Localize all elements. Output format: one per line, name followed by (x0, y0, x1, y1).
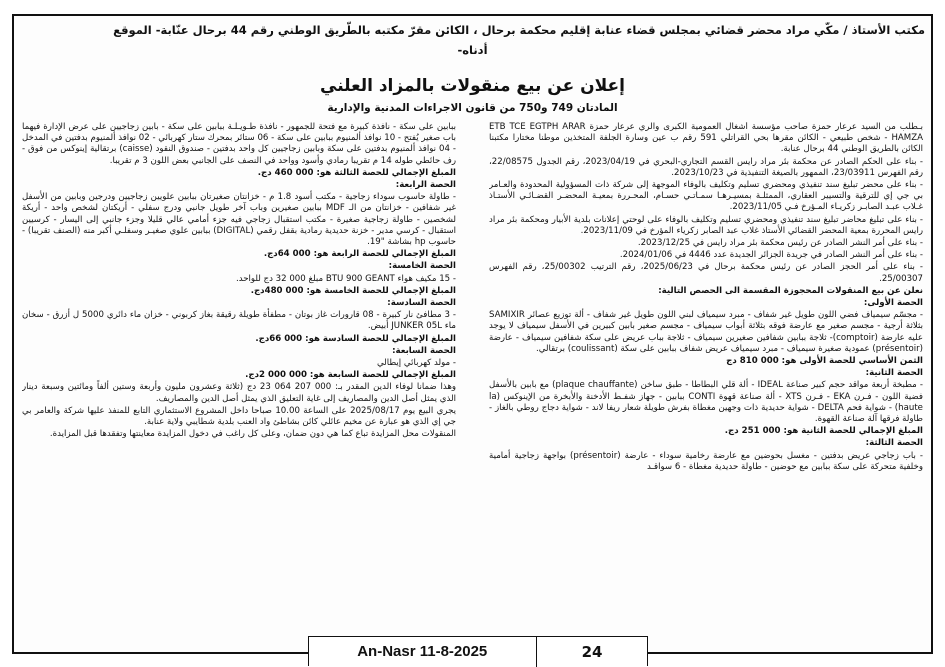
left-text-column (22, 122, 456, 600)
section-heading: الحصة الرابعة: (395, 180, 456, 191)
header-line-2: أدناه- (457, 43, 488, 57)
paragraph: - 3 مطافئ نار كبيرة - 08 قارورات غاز بوتان - مطفأة طويلة رقيقة بغاز كربوني - خزان ماء دائري 5000 ل أزرق - سخان ماء JUNKER 05L أبيض. (22, 310, 456, 332)
notice-subtitle: المادتان 749 و750 من قانون الاجراءات المدنية والإدارية (327, 102, 618, 114)
paragraph: وهذا ضمانا لوفاء الدين المقدر بـ: 000 207 064 23 دج (ثلاثة وعشرون مليون وأربعة وستين ألفاً ومائتين وسبعة دينار الذي يمثل أصل الدين والمصاريف إلى غاية التعليق الذي يمثل أصل الدين والمصاريف. (22, 382, 456, 404)
paragraph: - مطبخة أربعة مواقد حجم كبير صناعة IDEAL - ألة قلي البطاطا - طبق ساخن (plaque chauffante) مع بابين بالأسفل فضية اللون - فـرن EKA - فـرن XTS - ألة صناعة قهوة CONTI ببابين - جهاز شفـط الأدخنة والأبخرة من الإينوكس (la haute) - شواية فحم DELTA - شواية حديدية ذات وجهين مغطاة بفرش طويلة شعار ريفا لاند - شواية دجاج روطي بالغاز - طاولة فرقها آلة صناعة القهوة. (489, 380, 923, 425)
paragraph: - بناء على أمر النشر الصادر عن رئيس محكمة بئر مراد رايس في 2023/12/25. (637, 238, 923, 249)
legal-notice-frame (12, 14, 933, 661)
page-number: 24 (581, 642, 603, 661)
header-line-1: مكتب الأستاذ / مكّي مراد محضر قضائي بمجلس قضاء عنابة إقليم محكمة برحال ، الكائن مقرّ مكتبه بالطّريق الوطني رقم 44 برحال عنّابة- الموقع (113, 23, 925, 37)
section-heading: الحصة الخامسة: (388, 261, 456, 272)
section-heading: المبلغ الإجمالي للحصة السابعة هو: 000 000 2دج. (245, 370, 456, 381)
section-heading: المبلغ الإجمالي للحصة الثالثة هو: 000 460 دج. (257, 167, 456, 178)
section-heading: الحصة الثانية: (865, 368, 923, 379)
section-heading: الحصة السادسة: (387, 298, 456, 309)
paragraph: - بناء على الحكم الصادر عن محكمة بئر مراد رايس القسم التجاري-البحري في 2023/04/19، رقم الجدول 22/08575، رقم الفهرس 23/03911، الممهور بالصيغة التنفيذية في 2023/10/23. (489, 156, 923, 178)
bailiff-office-header (20, 20, 925, 64)
paragraph: - طاولة حاسوب سوداء زجاجية - مكتب أسود 1.8 م - خزانتان صغيرتان ببابين علويين زجاجيين ودرجين وبابين من الأسفل غير شفافين - خزانتان من الـ MDF ببابين صغيرين وباب آخر طويل جانبي ودرج سفلي - أريكتان لشخص واحد - أريكة لشخصين - طاولة زجاجية صغيرة - مكتب استقبال زجاجي فيه جزء أمامي عالي قليلا وجزء جانبي إلى اليسار - كرسيين استقبال - كرسي مدير - خزنة حديدية رمادية بقفل رقمي (DIGITAL) ببابين علوي صغيـر وسفلـي أكبر منه (الصنف تقريبا) - حاسوب hp بشاشة "19. (22, 192, 456, 248)
section-heading: المبلغ الإجمالي للحصة الخامسة هو: 000 480دج. (250, 285, 456, 296)
page-footer (308, 636, 648, 666)
section-heading: المبلغ الإجمالي للحصة الرابعة هو: 000 64دج. (263, 249, 456, 260)
paragraph: - بناء على تبليغ محاضر تبليغ سند تنفيذي ومحضري تسليم وتكليف بالوفاء على لوحتي إعلانات بلدية الأبيار ومحكمة بئر مراد رايس المحررة بمعية المحضر القضائي الأستاذ غلاب عبد الصابر زكرياء المؤرخ في 2023/11/09. (489, 214, 923, 236)
section-heading: الحصة السابعة: (392, 345, 456, 356)
notice-title: إعلان عن بيع منقولات بالمزاد العلني (320, 76, 625, 96)
section-heading: المبلغ الإجمالي للحصة السادسة هو: 000 66دج. (255, 333, 456, 344)
section-heading: المبلغ الإجمالي للحصة الثانية هو: 000 251 دج. (724, 426, 923, 437)
publication-name-date: An-Nasr 11-8-2025 (357, 643, 488, 660)
paragraph: - مولد كهربائي إيطالي (376, 358, 456, 369)
paragraph: بـطلب من السيد عرعار حمزة صاحب مؤسسة أشغال العمومية الكبرى والري عرعار حمزة ETB TCE EGTPH ARAR HAMZA - شخص طبيعي - الكائن مقرها بحي القراتلي 591 رقم ب عين وسارة الجلفة المتخذين موطنا مختارا مكتبنا الكائن بالطريق الوطني 44 برحال عنابة. (489, 122, 923, 155)
section-heading: الثمن الأساسي للحصة الأولى هو: 000 810 دج (726, 356, 923, 367)
paragraph: - باب زجاجي عريض بدفتين - مغسل بحوضين مع عارضة رخامية سوداء - عارضة (présentoir) بواجهة زجاجية أمامية وخلفية متحركة على سكة ببابين مع حوضين - طاولة حديدية مغطاة - 6 سواقـد (489, 450, 923, 472)
footer-divider (536, 637, 538, 667)
paragraph: - بناء على أمر الحجز الصادر عن رئيس محكمة برحال في 2025/06/23، رقم الترتيب 25/00302، رقم الفهرس 25/00307. (489, 262, 923, 284)
paragraph: يجري البيع يوم 2025/08/17 على الساعة 10.00 صباحا داخل المشروع الاستثماري التابع للمنفذ عليها شركة والعامر بي جي إي الذي هو عبارة عن مخيم عائلي كائن بشاطئ واد العنب بلدية شطايبي ولاية عنابة. (22, 405, 456, 428)
paragraph: - 15 مكيف هواء BTU 900 GEANT مبلغ 000 32 دج للواحد. (235, 273, 456, 284)
paragraph: - بناء على أمر النشر الصادر في جريدة الجزائر الجديدة عدد 4446 في 2024/01/06. (619, 250, 923, 261)
paragraph: - مجسّم سيمياف فضي اللون طويل غير شفاف - مبرد سيمياف لبني اللون طويل غير شفاف - ألة توزيع عصائر SAMIXIR بثلاثة أرجية - مجسم صغير مع عارضة فوقه بثلاثة أبواب سيمياف - مجسم صغير بابين كبيرين في الأسفل سيمياف لا يوجد عليه عارضة (comptoir)- ثلاجة ببابين شفافين صغيرين سيمياف - ثلاجة بباب عريض على سكة شفافين سيمياف - عارضة (présentoir) عمودية صغيرة سيمياف - مبرد سيمياف عريض شفاف ببابين على سكة (coulissant) برتقالي. (489, 310, 923, 354)
section-heading: الحصة الأولى: (863, 298, 923, 309)
section-heading: الحصة الثالثة: (865, 438, 923, 449)
right-text-column (489, 122, 923, 600)
paragraph: ببابين على سكة - نافذة كبيرة مع فتحة للجمهور - نافذة طـويـلـة ببابين على سكة - بابين زجاجيين على عرض الإدارة فيهما باب صغير يُفتح - 10 نوافذ ألمنيوم ببابين على سكة - 06 ستائر بمحرك ستار كهربائي - 02 نوافذ ألمنيوم بدفتين في المدخل - 04 نوافذ ألمنيوم بدفتين على سكة وبابين زجاجيين كل واحد بدفتين - صندوق النقود (caisse) برتقالية إينوكس من فوق - رف حائطي طوله 14 م تقريبا رمادي وأسود وواحد في النصف على الجانبي بعض اللون 3 م تقريبا. (22, 122, 456, 166)
paragraph: - بناء على محضر تبليغ سند تنفيذي ومحضري تسليم وتكليف بالوفاء الموجهة إلى شركة ذات المسؤولية المحدودة والعـامر بي جي إي للترقية والتسيير العقاري، الممثلـة بمسيـرهـا سمـاتـي حسـام، المحـررة بمعيـة المحضـر القضـائـي الأستـاذ غـلاب عبـد الصابـر زكريـاء المـؤرخ فـي 2023/11/05. (489, 180, 923, 213)
section-heading: نعلن عن بيع المنقولات المحجوزة المقسمة الى الحصص التالية: (658, 285, 923, 296)
paragraph: المنقولات محل المزايدة تباع كما هي دون ضمان، وعلى كل راغب في دخول المزايدة معاينتها وتفقدها قبل المزايدة. (49, 429, 456, 440)
